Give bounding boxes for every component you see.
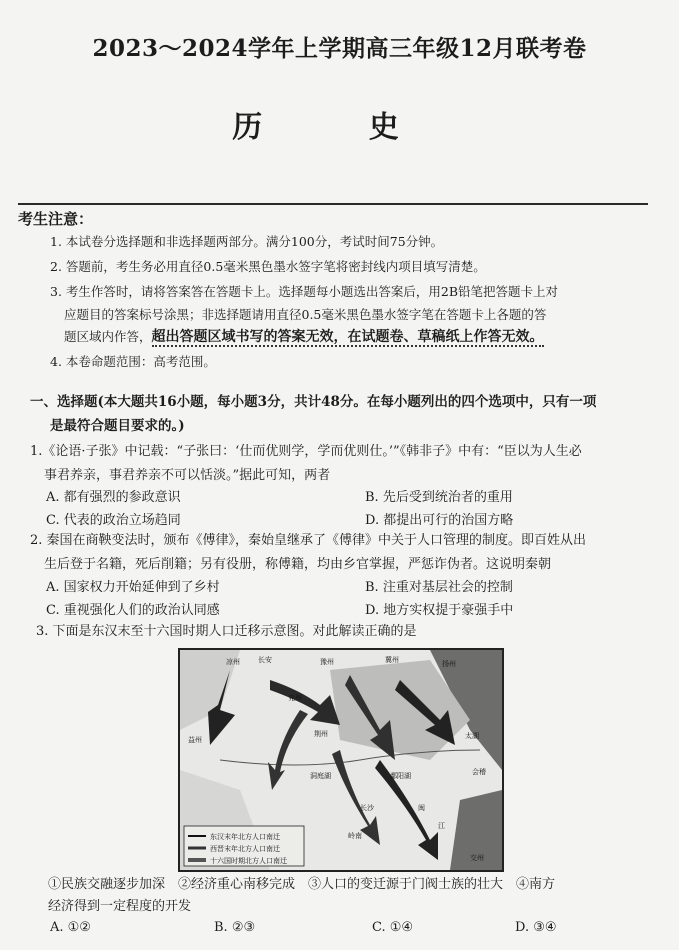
q3-option-c: C. ①④ bbox=[372, 920, 414, 935]
question-2 bbox=[30, 529, 655, 577]
legend-label-3: 十六国时期北方人口南迁 bbox=[210, 857, 287, 865]
legend-label-2: 西晋末年北方人口南迁 bbox=[210, 845, 280, 853]
migration-map-figure bbox=[180, 650, 502, 870]
q3-option-d: D. ③④ bbox=[515, 920, 557, 935]
q3-statements-line2: 经济得到一定程度的开发 bbox=[48, 899, 192, 914]
map-label-taihu: 太湖 bbox=[465, 732, 479, 740]
q2-option-b: B. 注重对基层社会的控制 bbox=[365, 580, 513, 595]
map-label-jiang: 江 bbox=[438, 822, 445, 830]
q1-option-a: A. 都有强烈的参政意识 bbox=[46, 490, 181, 505]
notice-item-2: 2. 答题前，考生务必用直径0.5毫米黑色墨水签字笔将密封线内项目填写清楚。 bbox=[50, 259, 486, 274]
map-label-yanzhou: 兖州 bbox=[288, 694, 302, 702]
map-label-liangzhou: 凉州 bbox=[226, 658, 240, 666]
notice-item-3-tail: 题区域内作答， bbox=[64, 329, 152, 344]
q1-option-b: B. 先后受到统治者的重用 bbox=[365, 490, 513, 505]
exam-title: 2023～2024学年上学期高三年级12月联考卷 bbox=[92, 35, 587, 62]
notice-item-3: 3. 考生作答时，请将答案答在答题卡上。选择题每小题选出答案后，用2B铅笔把答题卡上对 bbox=[50, 284, 559, 299]
migration-map bbox=[178, 648, 504, 872]
q3-statements-line1: ①民族交融逐步加深 ②经济重心南移完成 ③人口的变迁源于门阀士族的壮大 ④南方 bbox=[48, 877, 556, 892]
map-label-poyanghu: 鄱阳湖 bbox=[390, 772, 411, 780]
question-1 bbox=[30, 440, 655, 488]
q1-stem-line1: 1.《论语·子张》中记载：“子张曰：‘仕而优则学，学而优则仕。’”《韩非子》中有：“臣以为人生必 bbox=[30, 444, 582, 459]
map-label-yizhou: 益州 bbox=[188, 736, 202, 744]
q1-stem-line2: 事君养亲，事君养亲不可以恬淡。”据此可知，两者 bbox=[44, 468, 331, 483]
notice-item-3-cont: 应题目的答案标号涂黑；非选择题请用直径0.5毫米黑色墨水签字笔在答题卡上各题的答 bbox=[64, 307, 547, 322]
map-label-yangzhou: 扬州 bbox=[442, 660, 456, 668]
q2-stem-line2: 生后登于名籍，死后削籍；另有役册，称傅籍，均由乡官掌握，严惩诈伪者。这说明秦朝 bbox=[44, 557, 552, 572]
notice-emphasis: 超出答题区域书写的答案无效，在试题卷、草稿纸上作答无效。 bbox=[151, 329, 544, 345]
migration-arrow-6 bbox=[332, 750, 380, 845]
map-label-jiaozhou: 交州 bbox=[470, 854, 484, 862]
map-label-lingnan: 岭南 bbox=[348, 832, 362, 840]
section-heading bbox=[30, 390, 655, 438]
notice-item-3-cont2 bbox=[64, 324, 664, 350]
q3-stem: 3. 下面是东汉末至十六国时期人口迁移示意图。对此解读正确的是 bbox=[36, 624, 417, 639]
section-heading-line1: 一、选择题(本大题共16小题，每小题3分，共计48分。在每小题列出的四个选项中，只有一项 bbox=[30, 394, 597, 410]
map-label-min: 闽 bbox=[418, 804, 425, 812]
notice-item-1: 1. 本试卷分选择题和非选择题两部分。满分100分，考试时间75分钟。 bbox=[50, 234, 444, 249]
q3-option-a: A. ①② bbox=[50, 920, 91, 935]
q2-stem-line1: 2. 秦国在商鞅变法时，颁布《傅律》，秦始皇继承了《傅律》中关于人口管理的制度。即百姓从出 bbox=[30, 533, 587, 548]
map-label-jingzhou: 荆州 bbox=[314, 730, 328, 738]
q2-option-c: C. 重视强化人们的政治认同感 bbox=[46, 603, 220, 618]
notice-item-4: 4. 本卷命题范围：高考范围。 bbox=[50, 354, 216, 369]
map-label-changan: 长安 bbox=[258, 656, 272, 664]
map-label-kuaiji: 会稽 bbox=[472, 768, 486, 776]
migration-arrow-7 bbox=[268, 710, 308, 790]
subject-heading: 历 史 bbox=[232, 110, 447, 145]
q3-option-b: B. ②③ bbox=[214, 920, 256, 935]
divider-rule bbox=[18, 203, 648, 205]
section-heading-line2: 是最符合题目要求的。) bbox=[50, 418, 185, 434]
q2-option-a: A. 国家权力开始延伸到了乡村 bbox=[46, 580, 220, 595]
notice-heading: 考生注意： bbox=[18, 210, 94, 228]
legend-label-1: 东汉末年北方人口南迁 bbox=[210, 833, 280, 841]
map-river bbox=[220, 750, 480, 765]
map-label-jizhou: 冀州 bbox=[385, 656, 399, 664]
q1-option-c: C. 代表的政治立场趋同 bbox=[46, 513, 181, 528]
map-label-changsha: 长沙 bbox=[360, 804, 374, 812]
migration-arrow-2 bbox=[270, 680, 340, 725]
q1-option-d: D. 都提出可行的治国方略 bbox=[365, 513, 514, 528]
q2-option-d: D. 地方实权提于豪强手中 bbox=[365, 603, 514, 618]
map-label-dongtinghu: 洞庭湖 bbox=[310, 772, 331, 780]
map-label-yuzhou: 豫州 bbox=[320, 658, 334, 666]
